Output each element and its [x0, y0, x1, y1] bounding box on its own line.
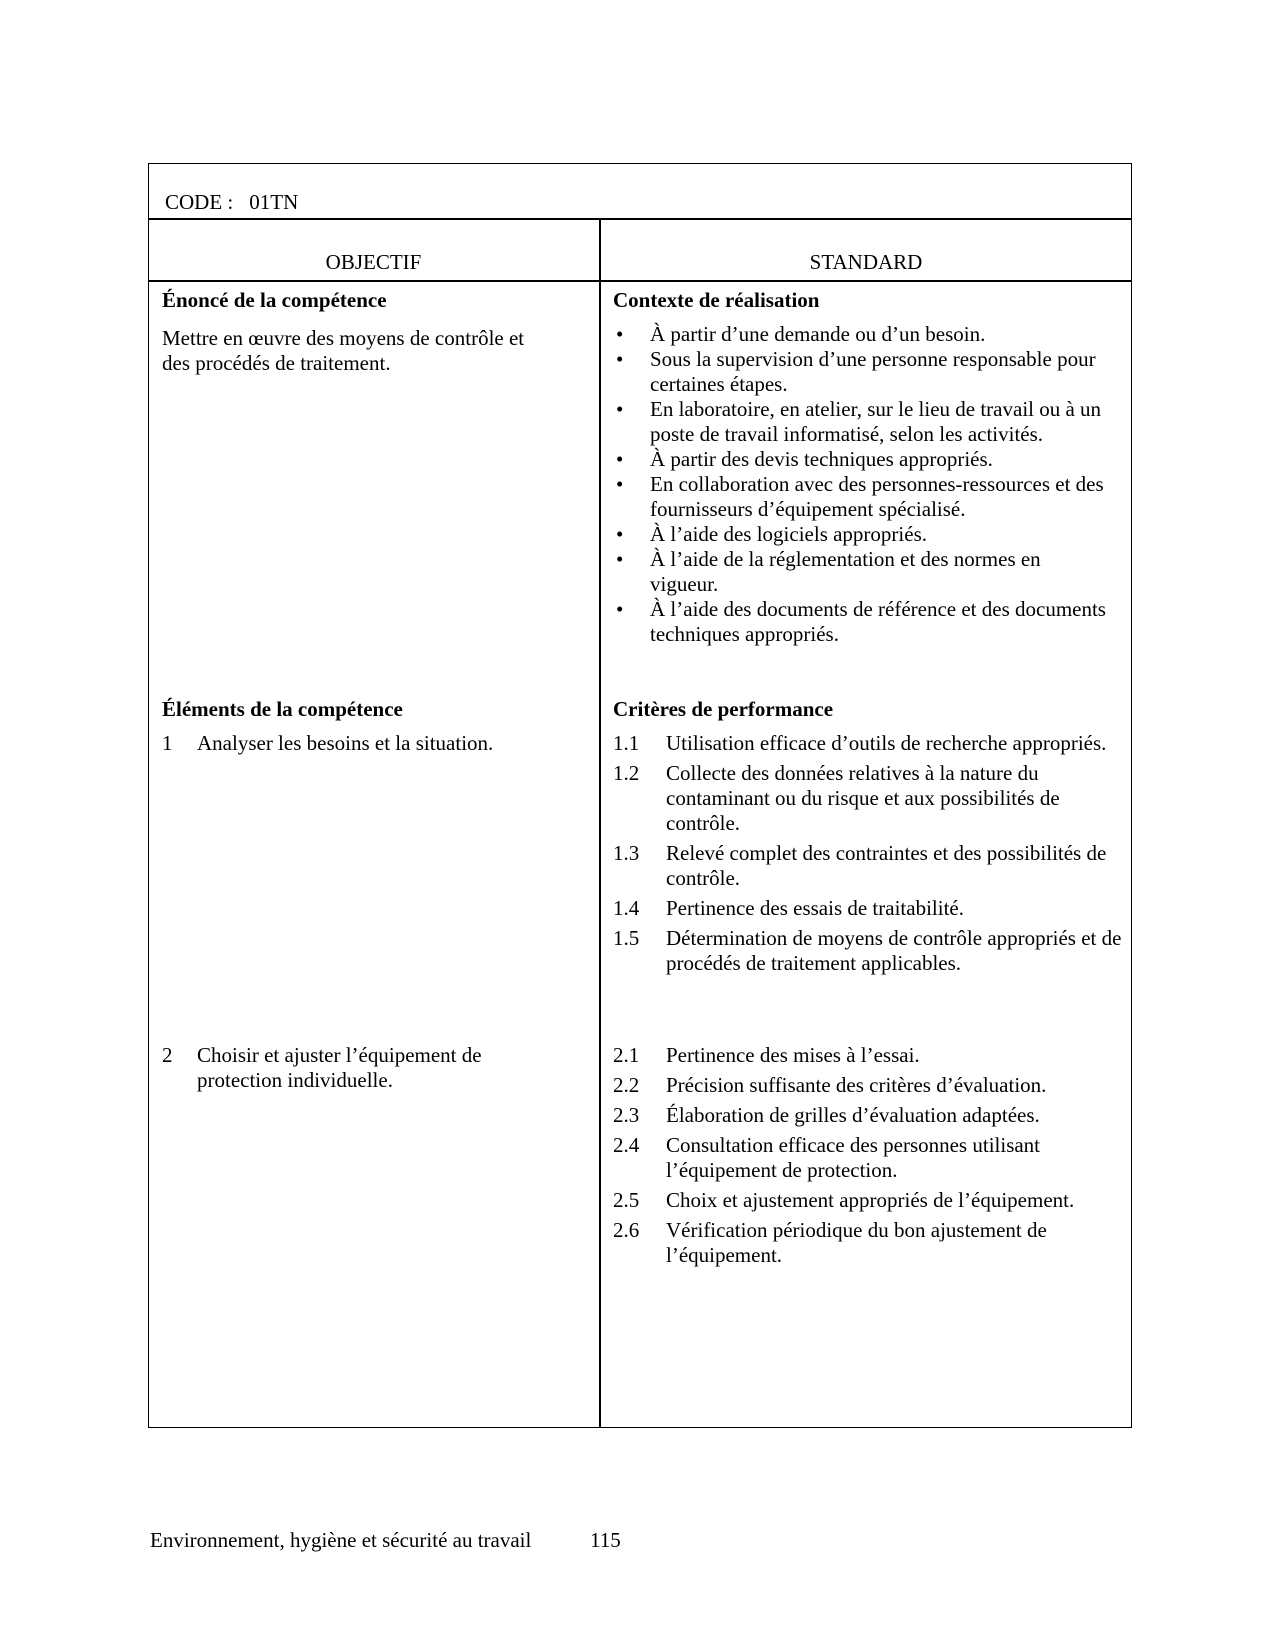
enonce-title: Énoncé de la compétence: [162, 288, 387, 312]
criteres-group-1: [613, 731, 1123, 981]
code-value: 01TN: [249, 190, 299, 214]
element-number: 2: [162, 1043, 173, 1067]
element-text: Analyser les besoins et la situation.: [197, 731, 494, 755]
enonce-line-1: Mettre en œuvre des moyens de contrôle et: [162, 326, 525, 350]
element-text: Choisir et ajuster l’équipement de protection individuelle.: [197, 1043, 482, 1092]
list-item: 2.2 Précision suffisante des critères d’évaluation.: [613, 1073, 1047, 1097]
list-item: 1.2 Collecte des données relatives à la nature du contaminant ou du risque et aux possibilités de contrôle.: [613, 761, 1060, 835]
bullet-icon: •: [616, 472, 624, 496]
column-header-objectif: OBJECTIF: [325, 250, 422, 274]
criteres-group-2: [613, 1043, 1123, 1273]
list-item: • À l’aide de la réglementation et des normes en vigueur.: [616, 547, 1041, 596]
bullet-icon: •: [616, 397, 624, 421]
list-item: 2.6 Vérification périodique du bon ajustement de l’équipement.: [613, 1218, 1047, 1267]
column-divider: [599, 218, 601, 1428]
footer-title: Environnement, hygiène et sécurité au travail: [150, 1528, 532, 1552]
contexte-title: Contexte de réalisation: [613, 288, 820, 312]
bullet-icon: •: [616, 522, 624, 546]
element-number: 1: [162, 731, 173, 755]
page-footer: [150, 1528, 621, 1553]
divider: [148, 280, 1132, 282]
list-item: 2.5 Choix et ajustement appropriés de l’équipement.: [613, 1188, 1075, 1212]
list-item: • En collaboration avec des personnes-ressources et des fournisseurs d’équipement spécialisé.: [616, 472, 1104, 521]
list-item: • En laboratoire, en atelier, sur le lieu de travail ou à un poste de travail informatisé, selon les activités.: [616, 397, 1102, 446]
bullet-icon: •: [616, 597, 624, 621]
list-item: 1.4 Pertinence des essais de traitabilité.: [613, 896, 964, 920]
column-header-standard: STANDARD: [809, 250, 923, 274]
list-item: • À l’aide des documents de référence et des documents techniques appropriés.: [616, 597, 1106, 646]
list-item: 2.1 Pertinence des mises à l’essai.: [613, 1043, 920, 1067]
code-label: CODE :: [165, 190, 234, 214]
list-item: 1.3 Relevé complet des contraintes et des possibilités de contrôle.: [613, 841, 1107, 890]
enonce-line-2: des procédés de traitement.: [162, 351, 391, 375]
list-item: • À partir des devis techniques appropriés.: [616, 447, 993, 471]
bullet-icon: •: [616, 447, 624, 471]
contexte-list: [613, 322, 1113, 647]
page-number: 115: [590, 1528, 621, 1552]
criteres-title: Critères de performance: [613, 697, 834, 721]
list-item: • Sous la supervision d’une personne responsable pour certaines étapes.: [616, 347, 1096, 396]
elements-title: Éléments de la compétence: [162, 697, 403, 721]
code-row: [165, 190, 298, 215]
list-item: 2.3 Élaboration de grilles d’évaluation adaptées.: [613, 1103, 1040, 1127]
divider: [148, 218, 1132, 220]
list-item: 1.5 Détermination de moyens de contrôle appropriés et de procédés de traitement applicables.: [613, 926, 1122, 975]
bullet-icon: •: [616, 347, 624, 371]
bullet-icon: •: [616, 547, 624, 571]
bullet-icon: •: [616, 322, 624, 346]
list-item: 1.1 Utilisation efficace d’outils de recherche appropriés.: [613, 731, 1107, 755]
list-item: • À partir d’une demande ou d’un besoin.: [616, 322, 986, 346]
list-item: • À l’aide des logiciels appropriés.: [616, 522, 927, 546]
list-item: 2.4 Consultation efficace des personnes utilisant l’équipement de protection.: [613, 1133, 1041, 1182]
